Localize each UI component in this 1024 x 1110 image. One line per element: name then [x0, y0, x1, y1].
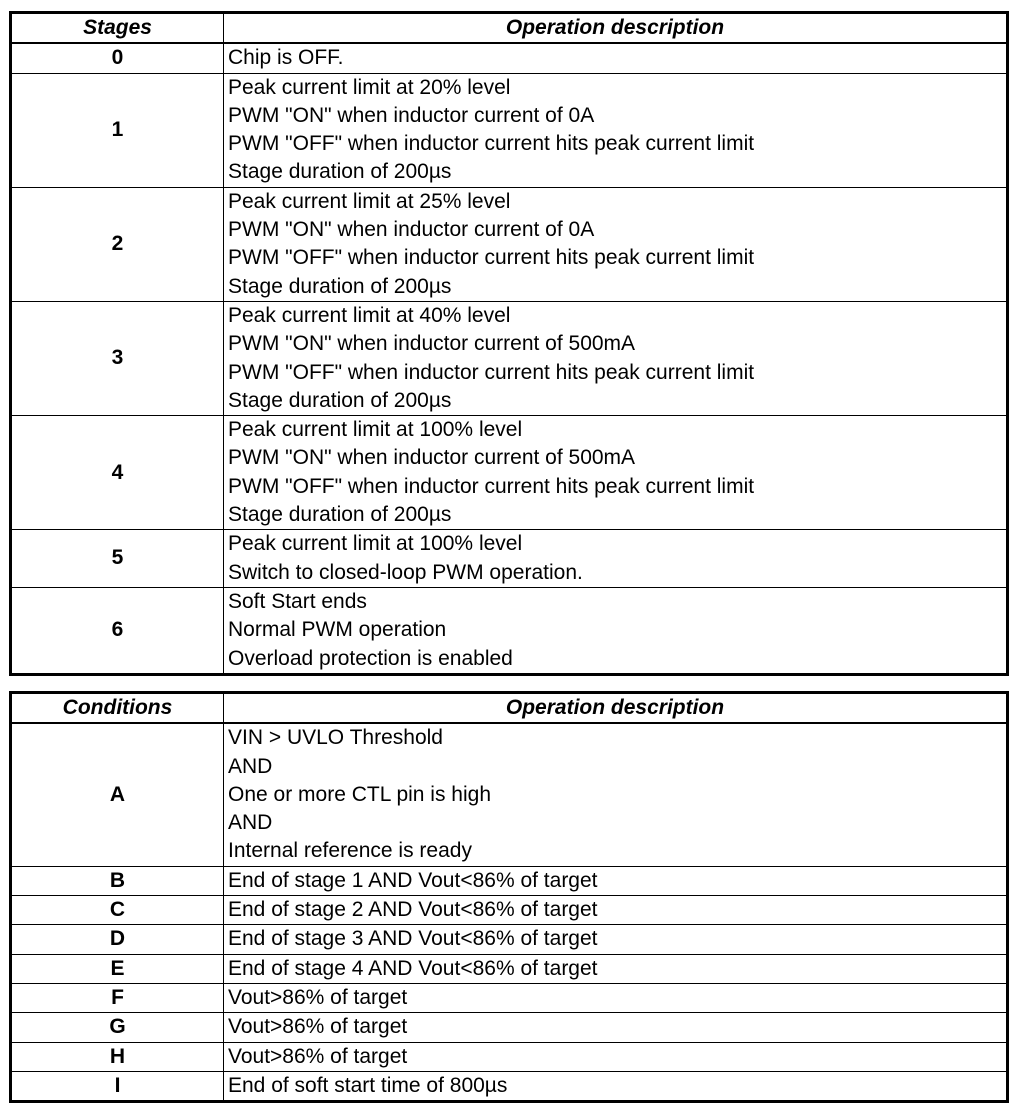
description-line: Peak current limit at 40% level [228, 303, 511, 327]
column-header-conditions: Conditions [11, 693, 224, 724]
description-line: PWM "ON" when inductor current of 500mA [228, 332, 636, 356]
description-line: Stage duration of 200µs [228, 160, 452, 184]
description-line: Peak current limit at 100% level [228, 532, 523, 556]
description-line: End of stage 3 AND Vout<86% of target [228, 927, 598, 951]
description-line: Peak current limit at 25% level [228, 189, 511, 213]
description-line: Stage duration of 200µs [228, 503, 452, 527]
description-line: PWM "ON" when inductor current of 0A [228, 218, 595, 242]
operation-description-cell [224, 723, 1008, 866]
description-line: PWM "OFF" when inductor current hits peak current limit [228, 474, 755, 498]
table-row [11, 1042, 1008, 1071]
table-row [11, 983, 1008, 1012]
conditions-table [9, 691, 1009, 1103]
operation-description-cell [224, 416, 1008, 530]
operation-description-cell [224, 896, 1008, 925]
table-row [11, 587, 1008, 674]
operation-description-cell [224, 983, 1008, 1012]
table-row [11, 43, 1008, 73]
condition-letter-cell: A [11, 723, 224, 866]
table-row [11, 723, 1008, 866]
condition-letter-cell: C [11, 896, 224, 925]
stage-number-cell: 2 [11, 187, 224, 301]
operation-description-cell [224, 587, 1008, 674]
description-line: One or more CTL pin is high [228, 782, 492, 806]
stages-table [9, 11, 1009, 676]
conditions-table-body [11, 723, 1008, 1101]
column-header-operation-description: Operation description [224, 693, 1008, 724]
description-line: Peak current limit at 20% level [228, 75, 511, 99]
condition-letter-cell: B [11, 866, 224, 895]
stage-number-cell: 1 [11, 73, 224, 187]
operation-description-cell [224, 187, 1008, 301]
description-line: End of stage 1 AND Vout<86% of target [228, 868, 598, 892]
condition-letter-cell: D [11, 925, 224, 954]
description-line: PWM "OFF" when inductor current hits peak current limit [228, 132, 755, 156]
description-line: Stage duration of 200µs [228, 274, 452, 298]
table-header-row [11, 13, 1008, 44]
condition-letter-cell: E [11, 954, 224, 983]
description-line: End of stage 4 AND Vout<86% of target [228, 956, 598, 980]
table-row [11, 896, 1008, 925]
description-line: End of soft start time of 800µs [228, 1073, 508, 1097]
operation-description-cell [224, 301, 1008, 415]
table-row [11, 416, 1008, 530]
description-line: End of stage 2 AND Vout<86% of target [228, 898, 598, 922]
description-line: PWM "OFF" when inductor current hits peak current limit [228, 360, 755, 384]
description-line: AND [228, 754, 273, 778]
table-row [11, 530, 1008, 588]
table-header-row [11, 693, 1008, 724]
operation-description-cell [224, 925, 1008, 954]
column-header-operation-description: Operation description [224, 13, 1008, 44]
table-row [11, 954, 1008, 983]
column-header-stages: Stages [11, 13, 224, 44]
operation-description-cell [224, 1071, 1008, 1101]
table-row [11, 73, 1008, 187]
description-line: VIN > UVLO Threshold [228, 726, 443, 750]
table-row [11, 301, 1008, 415]
description-line: Internal reference is ready [228, 839, 472, 863]
description-line: Switch to closed-loop PWM operation. [228, 560, 583, 584]
stages-table-body [11, 43, 1008, 674]
stage-number-cell: 0 [11, 43, 224, 73]
description-line: Vout>86% of target [228, 985, 408, 1009]
table-row [11, 925, 1008, 954]
table-row [11, 1071, 1008, 1101]
operation-description-cell [224, 954, 1008, 983]
condition-letter-cell: I [11, 1071, 224, 1101]
description-line: AND [228, 811, 273, 835]
operation-description-cell [224, 73, 1008, 187]
description-line: Peak current limit at 100% level [228, 418, 523, 442]
description-line: Chip is OFF. [228, 46, 344, 70]
stage-number-cell: 4 [11, 416, 224, 530]
operation-description-cell [224, 866, 1008, 895]
description-line: Overload protection is enabled [228, 646, 513, 670]
stage-number-cell: 3 [11, 301, 224, 415]
table-row [11, 187, 1008, 301]
operation-description-cell [224, 1042, 1008, 1071]
table-row [11, 866, 1008, 895]
condition-letter-cell: G [11, 1013, 224, 1042]
description-line: Soft Start ends [228, 589, 367, 613]
operation-description-cell [224, 1013, 1008, 1042]
description-line: Vout>86% of target [228, 1044, 408, 1068]
description-line: Vout>86% of target [228, 1015, 408, 1039]
stage-number-cell: 6 [11, 587, 224, 674]
stage-number-cell: 5 [11, 530, 224, 588]
table-row [11, 1013, 1008, 1042]
description-line: PWM "ON" when inductor current of 500mA [228, 446, 636, 470]
condition-letter-cell: F [11, 983, 224, 1012]
operation-description-cell [224, 43, 1008, 73]
operation-description-cell [224, 530, 1008, 588]
condition-letter-cell: H [11, 1042, 224, 1071]
description-line: Stage duration of 200µs [228, 388, 452, 412]
description-line: Normal PWM operation [228, 618, 447, 642]
description-line: PWM "ON" when inductor current of 0A [228, 103, 595, 127]
description-line: PWM "OFF" when inductor current hits peak current limit [228, 246, 755, 270]
